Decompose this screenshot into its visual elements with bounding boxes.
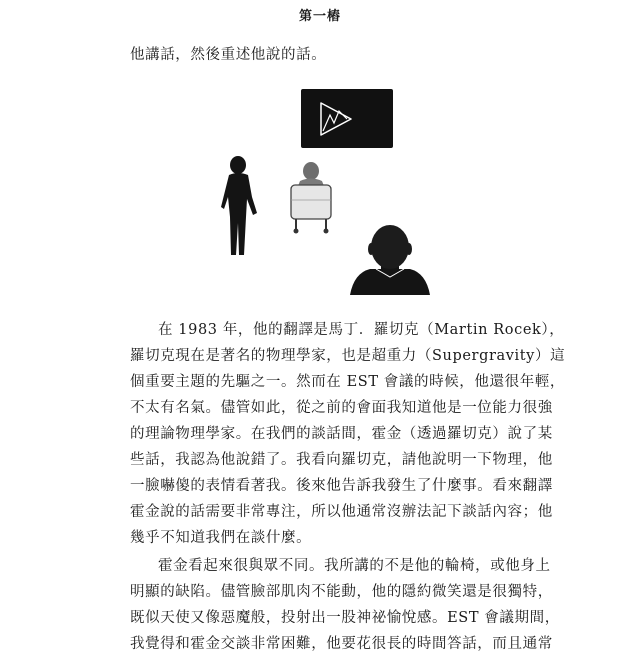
illustration bbox=[200, 85, 440, 300]
paragraph-2-line-3: 既似天使又像惡魔般，投射出一股神祕愉悅感。EST 會議期間， bbox=[130, 610, 560, 626]
wheelchair-person-figure bbox=[291, 162, 331, 234]
standing-person-figure bbox=[221, 156, 257, 255]
viewer-from-behind-figure bbox=[350, 225, 430, 295]
paragraph-1-line-3: 個重要主題的先驅之一。然而在 EST 會議的時候，他還很年輕， bbox=[130, 374, 566, 390]
paragraph-2-line-2: 明顯的缺陷。儘管臉部肌肉不能動，他的隱約微笑還是很獨特， bbox=[130, 584, 553, 600]
intro-text-line: 他講話，然後重述他說的話。 bbox=[130, 47, 327, 63]
paragraph-2-line-4: 我覺得和霍金交談非常困難，他要花很長的時間答話，而且通常 bbox=[130, 636, 553, 652]
paragraph-2-line-1: 霍金看起來很與眾不同。我所講的不是他的輪椅，或他身上 bbox=[158, 558, 551, 574]
projection-screen bbox=[301, 89, 393, 148]
paragraph-1-line-1: 在 1983 年，他的翻譯是馬丁．羅切克（Martin Rocek）， bbox=[158, 322, 565, 338]
paragraph-1-line-4: 不太有名氣。儘管如此，從之前的會面我知道他是一位能力很強 bbox=[130, 400, 553, 416]
paragraph-1-line-8: 霍金說的話需要非常專注，所以他通常沒辦法記下談話內容；他 bbox=[130, 504, 553, 520]
paragraph-1-line-7: 一臉嚇傻的表情看著我。後來他告訴我發生了什麼事。看來翻譯 bbox=[130, 478, 553, 494]
page-header: 第一樁 bbox=[298, 9, 341, 24]
paragraph-1-line-6: 些話，我認為他說錯了。我看向羅切克，請他說明一下物理，他 bbox=[130, 452, 553, 468]
paragraph-1-line-9: 幾乎不知道我們在談什麼。 bbox=[130, 530, 312, 546]
paragraph-1-line-2: 羅切克現在是著名的物理學家，也是超重力（Supergravity）這 bbox=[130, 348, 566, 364]
paragraph-1-line-5: 的理論物理學家。在我們的談話間，霍金（透過羅切克）說了某 bbox=[130, 426, 553, 442]
